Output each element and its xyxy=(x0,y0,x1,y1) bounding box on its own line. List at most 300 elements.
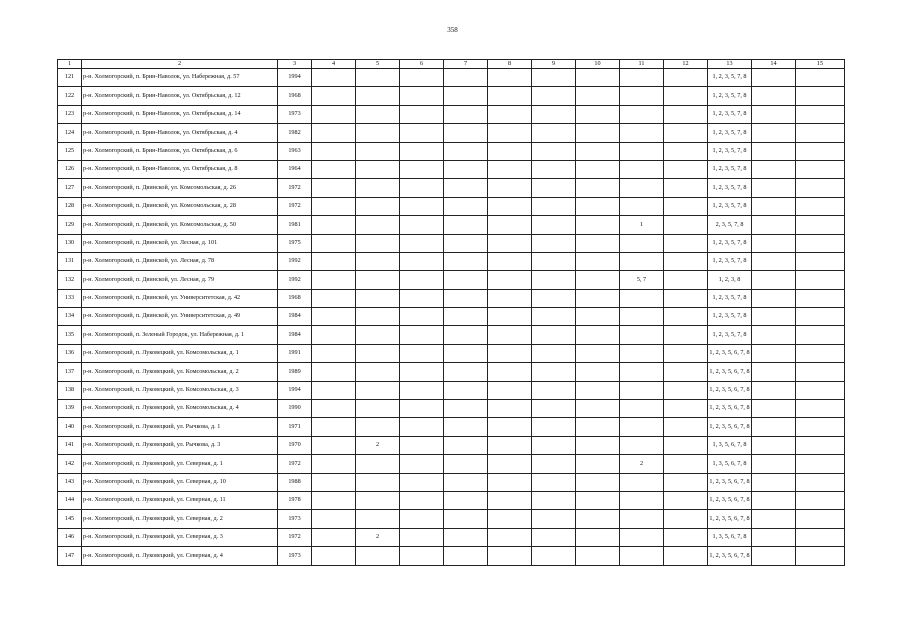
address-cell: р-н. Холмогорский, п. Луковецкий, ул. Рычкова, д. 3 xyxy=(82,436,278,454)
col5-cell xyxy=(356,271,400,289)
col11-cell: 2 xyxy=(620,455,664,473)
col8-cell xyxy=(488,142,532,160)
table-row xyxy=(58,455,845,473)
col5-cell xyxy=(356,87,400,105)
col6-cell xyxy=(400,473,444,491)
col8-cell xyxy=(488,87,532,105)
col7-cell xyxy=(444,381,488,399)
col12-cell xyxy=(664,418,708,436)
column-header: 14 xyxy=(752,60,796,69)
row-number-cell: 123 xyxy=(58,105,82,123)
table-row xyxy=(58,308,845,326)
table-row xyxy=(58,289,845,307)
col7-cell xyxy=(444,510,488,528)
col5-cell xyxy=(356,363,400,381)
col10-cell xyxy=(576,69,620,87)
address-cell: р-н. Холмогорский, п. Двинской, ул. Комсомольская, д. 26 xyxy=(82,179,278,197)
col11-cell xyxy=(620,547,664,565)
col7-cell xyxy=(444,234,488,252)
col12-cell xyxy=(664,436,708,454)
col7-cell xyxy=(444,124,488,142)
col9-cell xyxy=(532,455,576,473)
year-cell: 1992 xyxy=(278,271,312,289)
col7-cell xyxy=(444,160,488,178)
page-number: 358 xyxy=(447,26,458,34)
address-cell: р-н. Холмогорский, п. Зеленый Городок, ул. Набережная, д. 1 xyxy=(82,326,278,344)
col4-cell xyxy=(312,381,356,399)
col13-cell: 1, 2, 3, 5, 7, 8 xyxy=(708,308,752,326)
col6-cell xyxy=(400,436,444,454)
col7-cell xyxy=(444,400,488,418)
col12-cell xyxy=(664,381,708,399)
address-cell: р-н. Холмогорский, п. Луковецкий, ул. Комсомольская, д. 3 xyxy=(82,381,278,399)
col4-cell xyxy=(312,473,356,491)
col12-cell xyxy=(664,142,708,160)
col13-cell: 1, 2, 3, 5, 6, 7, 8 xyxy=(708,547,752,565)
row-number-cell: 142 xyxy=(58,455,82,473)
col4-cell xyxy=(312,234,356,252)
col9-cell xyxy=(532,344,576,362)
col13-cell: 1, 2, 3, 5, 7, 8 xyxy=(708,179,752,197)
col14-cell xyxy=(752,124,796,142)
col6-cell xyxy=(400,124,444,142)
col9-cell xyxy=(532,436,576,454)
col14-cell xyxy=(752,142,796,160)
col9-cell xyxy=(532,179,576,197)
address-cell: р-н. Холмогорский, п. Брин-Наволок, ул. Октябрьская, д. 4 xyxy=(82,124,278,142)
table-row xyxy=(58,124,845,142)
column-header: 12 xyxy=(664,60,708,69)
col15-cell xyxy=(796,473,845,491)
col15-cell xyxy=(796,547,845,565)
address-cell: р-н. Холмогорский, п. Луковецкий, ул. Комсомольская, д. 4 xyxy=(82,400,278,418)
col8-cell xyxy=(488,271,532,289)
col6-cell xyxy=(400,326,444,344)
col6-cell xyxy=(400,87,444,105)
col12-cell xyxy=(664,473,708,491)
col10-cell xyxy=(576,179,620,197)
registry-table xyxy=(57,59,845,566)
col14-cell xyxy=(752,69,796,87)
col10-cell xyxy=(576,289,620,307)
address-cell: р-н. Холмогорский, п. Брин-Наволок, ул. Октябрьская, д. 12 xyxy=(82,87,278,105)
col6-cell xyxy=(400,271,444,289)
col9-cell xyxy=(532,473,576,491)
col11-cell xyxy=(620,124,664,142)
col6-cell xyxy=(400,160,444,178)
col13-cell: 1, 2, 3, 5, 6, 7, 8 xyxy=(708,418,752,436)
col14-cell xyxy=(752,547,796,565)
col5-cell xyxy=(356,105,400,123)
col7-cell xyxy=(444,547,488,565)
col14-cell xyxy=(752,473,796,491)
col11-cell xyxy=(620,179,664,197)
row-number-cell: 143 xyxy=(58,473,82,491)
col15-cell xyxy=(796,87,845,105)
col5-cell: 2 xyxy=(356,528,400,546)
col9-cell xyxy=(532,252,576,270)
col4-cell xyxy=(312,308,356,326)
col4-cell xyxy=(312,252,356,270)
col15-cell xyxy=(796,271,845,289)
address-cell: р-н. Холмогорский, п. Брин-Наволок, ул. Октябрьская, д. 14 xyxy=(82,105,278,123)
col11-cell xyxy=(620,197,664,215)
col12-cell xyxy=(664,105,708,123)
year-cell: 1971 xyxy=(278,418,312,436)
col14-cell xyxy=(752,400,796,418)
col11-cell xyxy=(620,234,664,252)
col7-cell xyxy=(444,142,488,160)
col12-cell xyxy=(664,289,708,307)
col5-cell xyxy=(356,418,400,436)
col8-cell xyxy=(488,491,532,509)
col8-cell xyxy=(488,418,532,436)
address-cell: р-н. Холмогорский, п. Двинской, ул. Лесная, д. 79 xyxy=(82,271,278,289)
col10-cell xyxy=(576,418,620,436)
col10-cell xyxy=(576,547,620,565)
col4-cell xyxy=(312,289,356,307)
col15-cell xyxy=(796,69,845,87)
address-cell: р-н. Холмогорский, п. Луковецкий, ул. Комсомольская, д. 1 xyxy=(82,344,278,362)
col13-cell: 1, 2, 3, 5, 7, 8 xyxy=(708,197,752,215)
year-cell: 1988 xyxy=(278,473,312,491)
col9-cell xyxy=(532,216,576,234)
col11-cell xyxy=(620,381,664,399)
col4-cell xyxy=(312,142,356,160)
col9-cell xyxy=(532,510,576,528)
col5-cell xyxy=(356,510,400,528)
col15-cell xyxy=(796,105,845,123)
col11-cell xyxy=(620,105,664,123)
col15-cell xyxy=(796,179,845,197)
col15-cell xyxy=(796,455,845,473)
col9-cell xyxy=(532,491,576,509)
year-cell: 1992 xyxy=(278,252,312,270)
column-header: 4 xyxy=(312,60,356,69)
col4-cell xyxy=(312,179,356,197)
table-row xyxy=(58,142,845,160)
col5-cell xyxy=(356,216,400,234)
col10-cell xyxy=(576,142,620,160)
col9-cell xyxy=(532,289,576,307)
col10-cell xyxy=(576,400,620,418)
col11-cell xyxy=(620,473,664,491)
col14-cell xyxy=(752,87,796,105)
row-number-cell: 147 xyxy=(58,547,82,565)
year-cell: 1984 xyxy=(278,326,312,344)
table-row xyxy=(58,160,845,178)
col15-cell xyxy=(796,326,845,344)
col14-cell xyxy=(752,455,796,473)
year-cell: 1989 xyxy=(278,363,312,381)
address-cell: р-н. Холмогорский, п. Луковецкий, ул. Северная, д. 4 xyxy=(82,547,278,565)
col8-cell xyxy=(488,326,532,344)
col9-cell xyxy=(532,528,576,546)
col5-cell xyxy=(356,142,400,160)
col11-cell xyxy=(620,252,664,270)
table-row xyxy=(58,473,845,491)
col5-cell xyxy=(356,547,400,565)
col5-cell xyxy=(356,344,400,362)
address-cell: р-н. Холмогорский, п. Брин-Наволок, ул. Октябрьская, д. 6 xyxy=(82,142,278,160)
col12-cell xyxy=(664,491,708,509)
col15-cell xyxy=(796,491,845,509)
col7-cell xyxy=(444,105,488,123)
col6-cell xyxy=(400,216,444,234)
year-cell: 1982 xyxy=(278,124,312,142)
col10-cell xyxy=(576,344,620,362)
col13-cell: 1, 2, 3, 5, 7, 8 xyxy=(708,87,752,105)
row-number-cell: 141 xyxy=(58,436,82,454)
column-header: 13 xyxy=(708,60,752,69)
address-cell: р-н. Холмогорский, п. Двинской, ул. Лесная, д. 78 xyxy=(82,252,278,270)
col15-cell xyxy=(796,400,845,418)
col13-cell: 1, 2, 3, 5, 7, 8 xyxy=(708,252,752,270)
col15-cell xyxy=(796,197,845,215)
col8-cell xyxy=(488,197,532,215)
table-row xyxy=(58,418,845,436)
col4-cell xyxy=(312,87,356,105)
col14-cell xyxy=(752,216,796,234)
address-cell: р-н. Холмогорский, п. Брин-Наволок, ул. Набережная, д. 57 xyxy=(82,69,278,87)
col11-cell xyxy=(620,363,664,381)
col10-cell xyxy=(576,124,620,142)
col7-cell xyxy=(444,344,488,362)
address-cell: р-н. Холмогорский, п. Луковецкий, ул. Северная, д. 2 xyxy=(82,510,278,528)
col9-cell xyxy=(532,105,576,123)
col12-cell xyxy=(664,326,708,344)
year-cell: 1973 xyxy=(278,510,312,528)
col11-cell xyxy=(620,160,664,178)
col5-cell xyxy=(356,197,400,215)
table-row xyxy=(58,381,845,399)
col8-cell xyxy=(488,69,532,87)
col4-cell xyxy=(312,271,356,289)
col8-cell xyxy=(488,179,532,197)
col5-cell xyxy=(356,179,400,197)
col10-cell xyxy=(576,491,620,509)
col4-cell xyxy=(312,216,356,234)
col11-cell xyxy=(620,418,664,436)
year-cell: 1991 xyxy=(278,344,312,362)
row-number-cell: 145 xyxy=(58,510,82,528)
col14-cell xyxy=(752,363,796,381)
col11-cell xyxy=(620,308,664,326)
year-cell: 1972 xyxy=(278,528,312,546)
col15-cell xyxy=(796,418,845,436)
col8-cell xyxy=(488,455,532,473)
col15-cell xyxy=(796,124,845,142)
col6-cell xyxy=(400,142,444,160)
row-number-cell: 131 xyxy=(58,252,82,270)
col4-cell xyxy=(312,160,356,178)
col9-cell xyxy=(532,326,576,344)
table-row xyxy=(58,69,845,87)
col9-cell xyxy=(532,69,576,87)
col8-cell xyxy=(488,510,532,528)
col14-cell xyxy=(752,252,796,270)
row-number-cell: 146 xyxy=(58,528,82,546)
address-cell: р-н. Холмогорский, п. Двинской, ул. Университетская, д. 49 xyxy=(82,308,278,326)
col8-cell xyxy=(488,547,532,565)
col12-cell xyxy=(664,271,708,289)
year-cell: 1994 xyxy=(278,69,312,87)
col13-cell: 1, 2, 3, 5, 7, 8 xyxy=(708,326,752,344)
col15-cell xyxy=(796,234,845,252)
column-header: 11 xyxy=(620,60,664,69)
col15-cell xyxy=(796,528,845,546)
col4-cell xyxy=(312,105,356,123)
col7-cell xyxy=(444,436,488,454)
col8-cell xyxy=(488,528,532,546)
year-cell: 1975 xyxy=(278,234,312,252)
table-row xyxy=(58,326,845,344)
col6-cell xyxy=(400,491,444,509)
col6-cell xyxy=(400,308,444,326)
year-cell: 1981 xyxy=(278,216,312,234)
row-number-cell: 121 xyxy=(58,69,82,87)
table-row xyxy=(58,105,845,123)
col10-cell xyxy=(576,381,620,399)
col12-cell xyxy=(664,179,708,197)
col4-cell xyxy=(312,197,356,215)
col12-cell xyxy=(664,344,708,362)
col9-cell xyxy=(532,142,576,160)
col10-cell xyxy=(576,326,620,344)
col5-cell xyxy=(356,381,400,399)
col4-cell xyxy=(312,510,356,528)
col8-cell xyxy=(488,216,532,234)
col4-cell xyxy=(312,363,356,381)
col11-cell xyxy=(620,289,664,307)
col12-cell xyxy=(664,87,708,105)
col7-cell xyxy=(444,179,488,197)
year-cell: 1972 xyxy=(278,197,312,215)
col13-cell: 1, 3, 5, 6, 7, 8 xyxy=(708,436,752,454)
col12-cell xyxy=(664,234,708,252)
col4-cell xyxy=(312,326,356,344)
col11-cell: 1 xyxy=(620,216,664,234)
col13-cell: 1, 3, 5, 6, 7, 8 xyxy=(708,455,752,473)
year-cell: 1978 xyxy=(278,491,312,509)
col13-cell: 1, 2, 3, 5, 6, 7, 8 xyxy=(708,381,752,399)
col13-cell: 1, 2, 3, 5, 7, 8 xyxy=(708,160,752,178)
col12-cell xyxy=(664,528,708,546)
column-header: 2 xyxy=(82,60,278,69)
col8-cell xyxy=(488,381,532,399)
col14-cell xyxy=(752,289,796,307)
address-cell: р-н. Холмогорский, п. Двинской, ул. Комсомольская, д. 28 xyxy=(82,197,278,215)
col5-cell xyxy=(356,400,400,418)
col12-cell xyxy=(664,124,708,142)
table-row xyxy=(58,234,845,252)
year-cell: 1973 xyxy=(278,547,312,565)
row-number-cell: 126 xyxy=(58,160,82,178)
col5-cell xyxy=(356,326,400,344)
col13-cell: 2, 3, 5, 7, 8 xyxy=(708,216,752,234)
col8-cell xyxy=(488,160,532,178)
col11-cell xyxy=(620,142,664,160)
col9-cell xyxy=(532,418,576,436)
col5-cell xyxy=(356,308,400,326)
col8-cell xyxy=(488,473,532,491)
col13-cell: 1, 2, 3, 5, 6, 7, 8 xyxy=(708,400,752,418)
col8-cell xyxy=(488,252,532,270)
col14-cell xyxy=(752,344,796,362)
col10-cell xyxy=(576,308,620,326)
col13-cell: 1, 2, 3, 5, 6, 7, 8 xyxy=(708,510,752,528)
col4-cell xyxy=(312,491,356,509)
col8-cell xyxy=(488,289,532,307)
table-row xyxy=(58,436,845,454)
col6-cell xyxy=(400,252,444,270)
col13-cell: 1, 3, 5, 6, 7, 8 xyxy=(708,528,752,546)
col15-cell xyxy=(796,381,845,399)
col14-cell xyxy=(752,179,796,197)
row-number-cell: 130 xyxy=(58,234,82,252)
address-cell: р-н. Холмогорский, п. Луковецкий, ул. Комсомольская, д. 2 xyxy=(82,363,278,381)
column-header: 15 xyxy=(796,60,845,69)
col7-cell xyxy=(444,491,488,509)
col10-cell xyxy=(576,510,620,528)
col8-cell xyxy=(488,436,532,454)
col6-cell xyxy=(400,418,444,436)
col8-cell xyxy=(488,124,532,142)
row-number-cell: 128 xyxy=(58,197,82,215)
col8-cell xyxy=(488,344,532,362)
col4-cell xyxy=(312,528,356,546)
col6-cell xyxy=(400,234,444,252)
col5-cell xyxy=(356,473,400,491)
column-header: 3 xyxy=(278,60,312,69)
col15-cell xyxy=(796,160,845,178)
table-row xyxy=(58,271,845,289)
col10-cell xyxy=(576,363,620,381)
col13-cell: 1, 2, 3, 5, 7, 8 xyxy=(708,142,752,160)
year-cell: 1964 xyxy=(278,160,312,178)
row-number-cell: 137 xyxy=(58,363,82,381)
col11-cell xyxy=(620,326,664,344)
col7-cell xyxy=(444,87,488,105)
col7-cell xyxy=(444,197,488,215)
row-number-cell: 135 xyxy=(58,326,82,344)
col13-cell: 1, 2, 3, 8 xyxy=(708,271,752,289)
column-header: 8 xyxy=(488,60,532,69)
col6-cell xyxy=(400,363,444,381)
year-cell: 1970 xyxy=(278,436,312,454)
col7-cell xyxy=(444,528,488,546)
col12-cell xyxy=(664,216,708,234)
col14-cell xyxy=(752,160,796,178)
col6-cell xyxy=(400,344,444,362)
col13-cell: 1, 2, 3, 5, 6, 7, 8 xyxy=(708,344,752,362)
table-row xyxy=(58,528,845,546)
col14-cell xyxy=(752,271,796,289)
col14-cell xyxy=(752,381,796,399)
col10-cell xyxy=(576,252,620,270)
col5-cell xyxy=(356,69,400,87)
col12-cell xyxy=(664,510,708,528)
table-row xyxy=(58,87,845,105)
col11-cell xyxy=(620,510,664,528)
column-header: 10 xyxy=(576,60,620,69)
col13-cell: 1, 2, 3, 5, 7, 8 xyxy=(708,234,752,252)
col7-cell xyxy=(444,418,488,436)
col4-cell xyxy=(312,124,356,142)
col14-cell xyxy=(752,308,796,326)
table-body xyxy=(58,69,845,566)
col8-cell xyxy=(488,400,532,418)
